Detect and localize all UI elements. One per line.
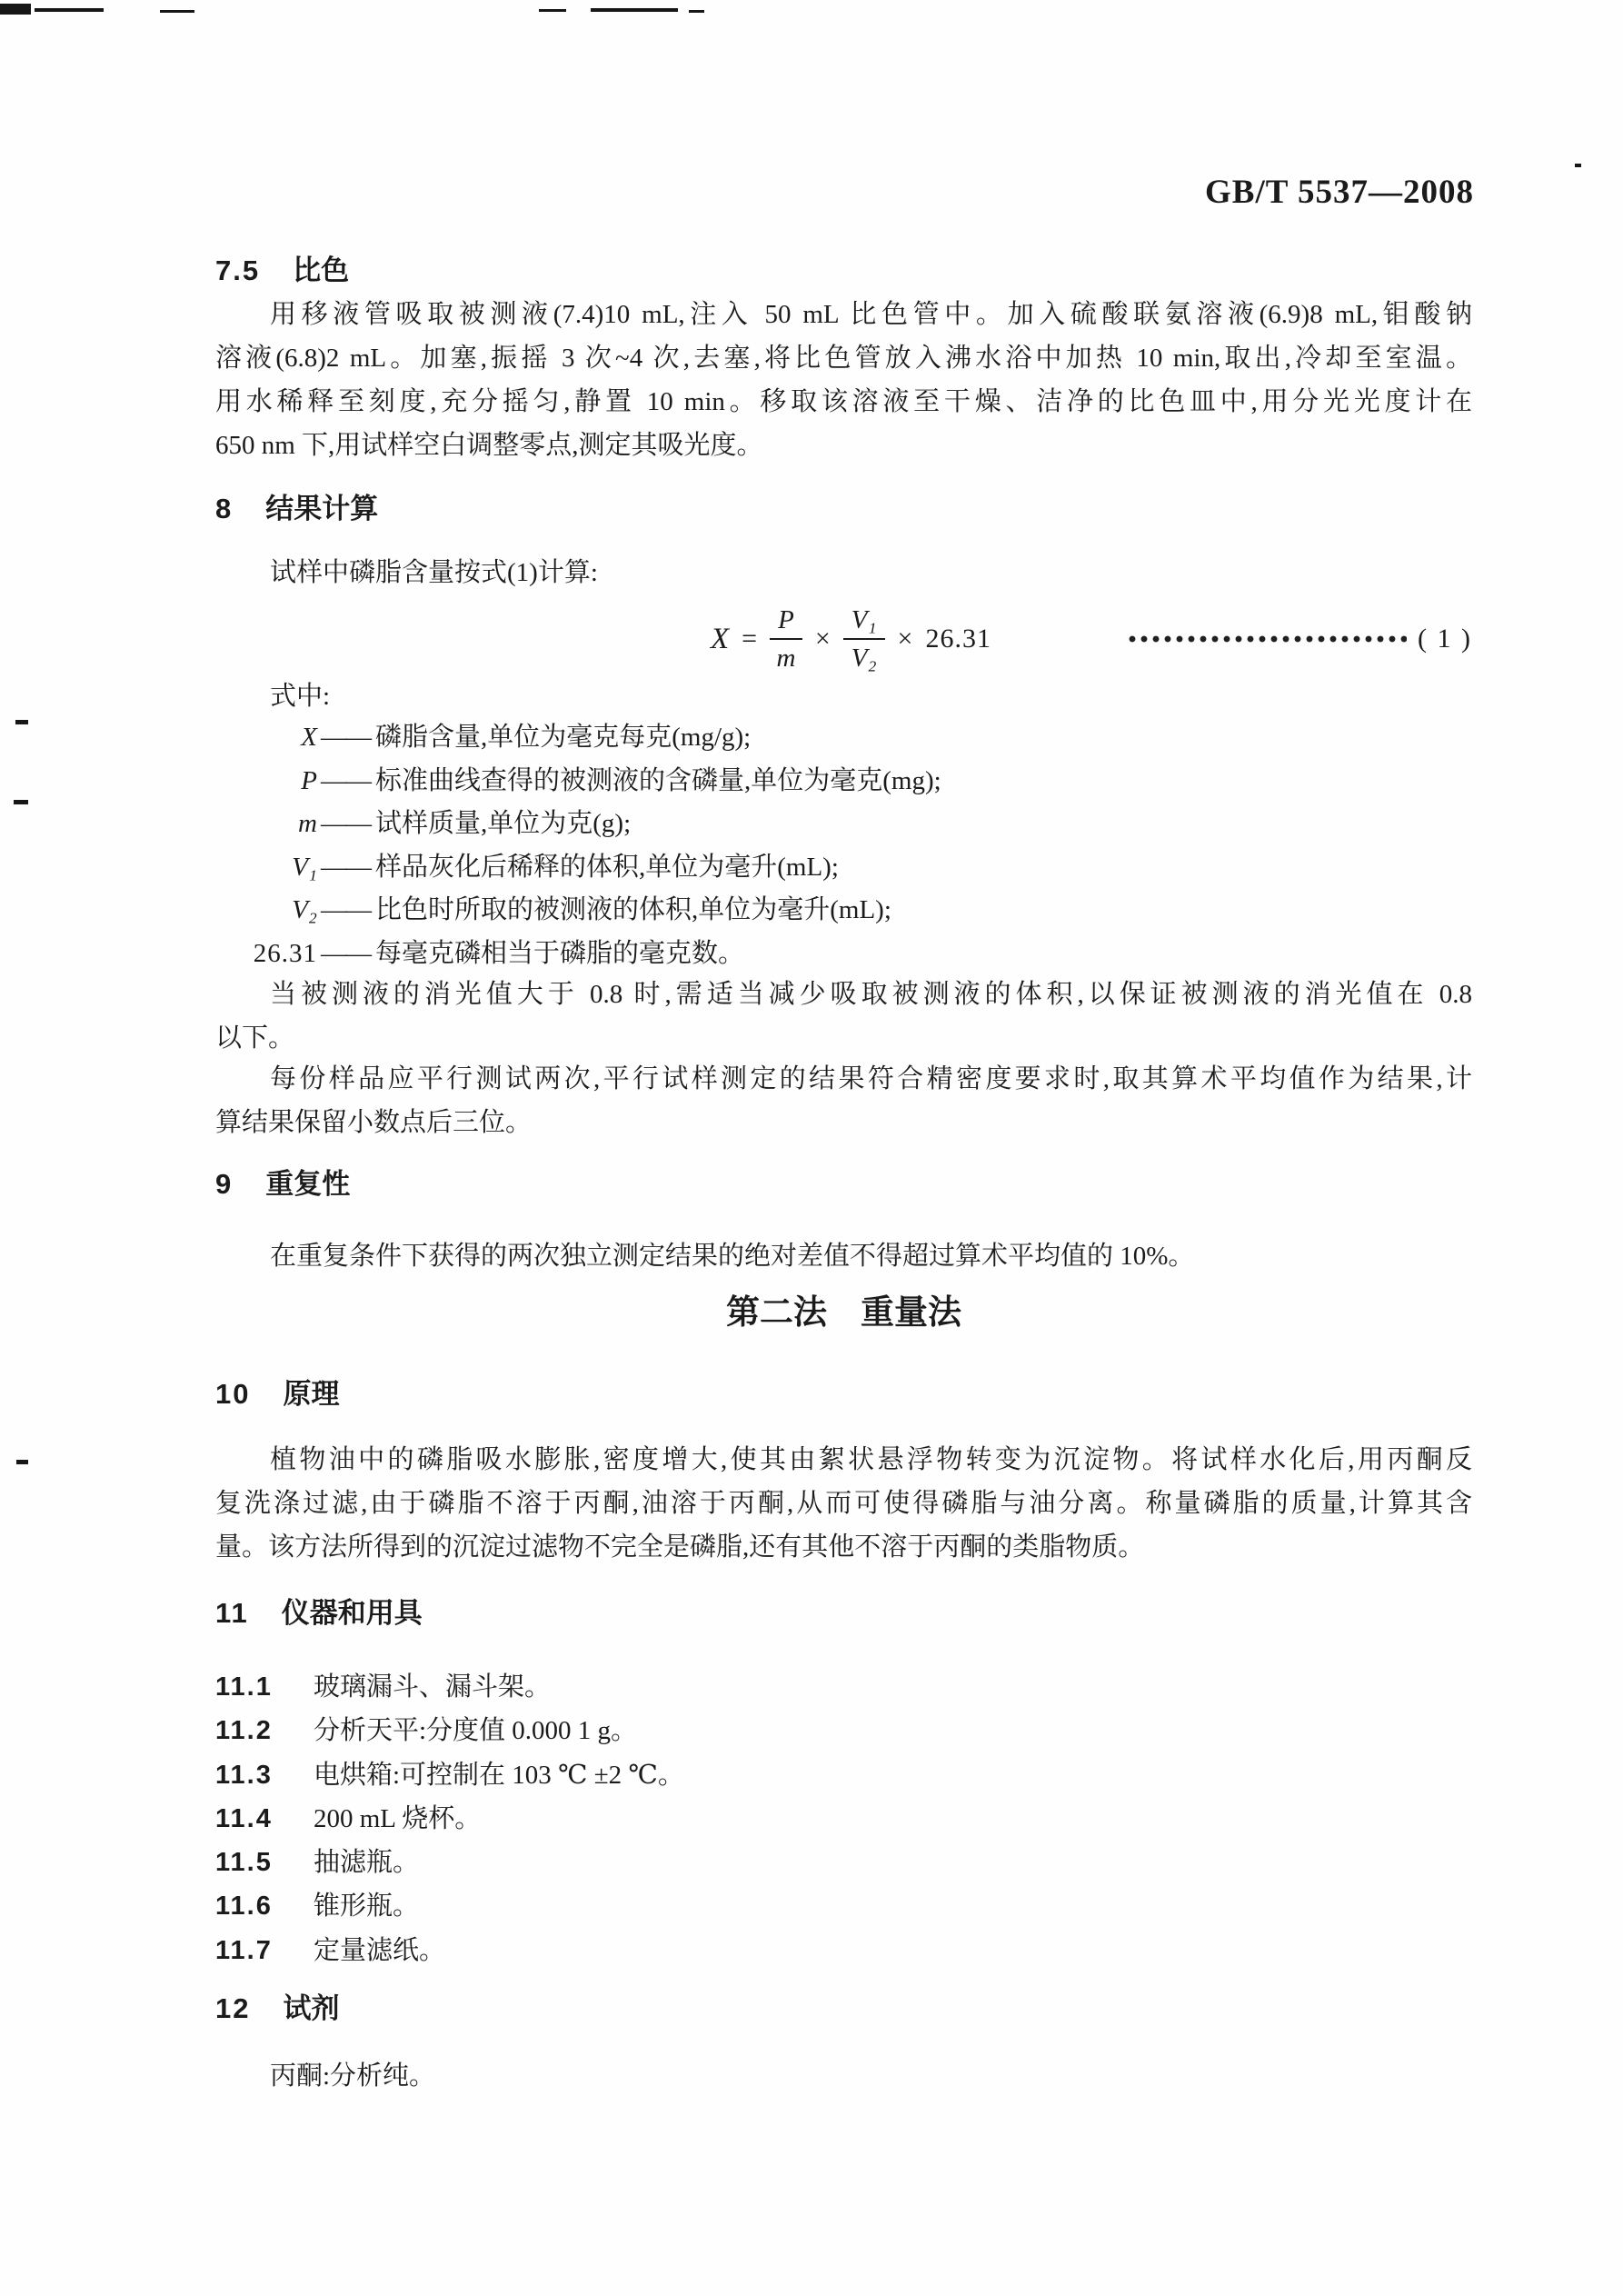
- scan-artifact: [35, 8, 104, 12]
- section-number: 10: [215, 1378, 251, 1410]
- paragraph-line: 每份样品应平行测试两次,平行试样测定的结果符合精密度要求时,取其算术平均值作为结果,计: [270, 1064, 1472, 1093]
- section-title: 重复性: [265, 1168, 351, 1200]
- paragraph-line: 复洗涤过滤,由于磷脂不溶于丙酮,油溶于丙酮,从而可使得磷脂与油分离。称量磷脂的质量,计算其含: [215, 1489, 1472, 1518]
- scan-artifact: [14, 800, 28, 804]
- definition-term: P: [301, 765, 317, 795]
- paragraph-line: 用水稀释至刻度,充分摇匀,静置 10 min。移取该溶液至干燥、洁净的比色皿中,用分光光度计在: [215, 387, 1472, 416]
- formula-intro: 试样中磷脂含量按式(1)计算:: [270, 558, 598, 587]
- item-number: 11.4: [215, 1803, 273, 1833]
- apparatus-item: [215, 1665, 1472, 1709]
- section-title: 原理: [283, 1378, 340, 1410]
- definition-row: [215, 889, 1472, 933]
- definition-row: [215, 846, 1472, 890]
- item-number: 11.7: [215, 1935, 273, 1965]
- section-heading-9: [215, 1169, 1472, 1200]
- paragraph-parallel-test: [215, 1057, 1472, 1144]
- definition-term: X: [301, 723, 317, 752]
- definition-term: V₁: [292, 852, 317, 882]
- definition-dash: ——: [321, 852, 370, 882]
- equals-sign: =: [742, 624, 758, 654]
- definition-term: 26.31: [253, 938, 317, 968]
- definition-text: 试样质量,单位为克(g);: [375, 809, 632, 838]
- apparatus-item: [215, 1797, 1472, 1841]
- section-heading-12: [215, 1993, 1472, 2024]
- item-number: 11.2: [215, 1716, 273, 1746]
- standard-code: GB/T 5537—2008: [1205, 174, 1474, 211]
- multiply-sign: ×: [897, 624, 913, 654]
- item-text: 定量滤纸。: [314, 1935, 446, 1965]
- definition-text: 比色时所取的被测液的体积,单位为毫升(mL);: [375, 895, 891, 924]
- section-heading-8: [215, 494, 1472, 524]
- definition-term: V₂: [292, 895, 317, 924]
- definition-text: 磷脂含量,单位为毫克每克(mg/g);: [375, 723, 752, 752]
- definition-text: 样品灰化后稀释的体积,单位为毫升(mL);: [375, 852, 839, 882]
- section-number: 8: [215, 493, 234, 524]
- section-number: 7.5: [215, 255, 261, 286]
- definition-text: 每毫克磷相当于磷脂的毫克数。: [375, 938, 745, 968]
- scan-artifact: [689, 10, 704, 13]
- section-heading-10: [215, 1379, 1472, 1410]
- definition-dash: ——: [321, 809, 370, 838]
- multiply-sign: ×: [814, 624, 831, 654]
- section-title: 试剂: [283, 1992, 340, 2024]
- fraction-p-over-m: [770, 604, 802, 674]
- scan-artifact: [15, 720, 28, 724]
- fraction-denominator: V₂: [851, 644, 877, 673]
- definition-row: [215, 803, 1472, 846]
- paragraph-line: 植物油中的磷脂吸水膨胀,密度增大,使其由絮状悬浮物转变为沉淀物。将试样水化后,用丙酮反: [270, 1445, 1472, 1474]
- scan-artifact: [160, 10, 194, 13]
- definition-text: 标准曲线查得的被测液的含磷量,单位为毫克(mg);: [375, 765, 941, 795]
- definition-term: m: [298, 809, 317, 838]
- where-label: 式中:: [270, 682, 331, 711]
- section-number: 12: [215, 1992, 251, 2024]
- item-text: 玻璃漏斗、漏斗架。: [314, 1672, 552, 1702]
- apparatus-item: [215, 1841, 1472, 1884]
- paragraph-line: 用移液管吸取被测液(7.4)10 mL,注入 50 mL 比色管中。加入硫酸联氨溶液(6.9)8 mL,钼酸钠: [270, 300, 1472, 329]
- definition-dash: ——: [321, 938, 370, 968]
- item-text: 电烘箱:可控制在 103 ℃ ±2 ℃。: [314, 1760, 684, 1790]
- paragraph-principle: [215, 1438, 1472, 1569]
- definition-row: [215, 933, 1472, 976]
- scan-artifact: [1575, 164, 1581, 167]
- apparatus-item: [215, 1929, 1472, 1972]
- section-title: 仪器和用具: [281, 1597, 423, 1629]
- paragraph-line: 量。该方法所得到的沉淀过滤物不完全是磷脂,还有其他不溶于丙酮的类脂物质。: [215, 1532, 1145, 1562]
- scan-artifact: [539, 9, 566, 12]
- definition-row: [215, 760, 1472, 804]
- item-number: 11.1: [215, 1672, 273, 1702]
- section-title: 结果计算: [265, 493, 379, 524]
- section-number: 11: [215, 1597, 249, 1629]
- section-heading-11: [215, 1598, 1472, 1629]
- paragraph-line: 算结果保留小数点后三位。: [215, 1108, 533, 1137]
- definition-dash: ——: [321, 765, 370, 795]
- paragraph-line: 当被测液的消光值大于 0.8 时,需适当减少吸取被测液的体积,以保证被测液的消光值在 0.8: [270, 980, 1472, 1009]
- symbol-definitions: [215, 716, 1472, 975]
- formula-constant: 26.31: [925, 624, 991, 654]
- fraction-numerator: P: [770, 604, 802, 640]
- item-number: 11.3: [215, 1760, 273, 1790]
- apparatus-item: [215, 1753, 1472, 1797]
- item-text: 锥形瓶。: [314, 1892, 420, 1922]
- paragraph-extinction: [215, 973, 1472, 1060]
- dotted-leader: [1128, 634, 1407, 644]
- fraction-numerator: V₁: [843, 604, 885, 640]
- definition-dash: ——: [321, 723, 370, 752]
- paragraph-line: 以下。: [215, 1023, 295, 1053]
- item-number: 11.5: [215, 1848, 273, 1878]
- item-text: 200 mL 烧杯。: [314, 1803, 482, 1833]
- paragraph-colorimetry: [215, 293, 1472, 467]
- definition-dash: ——: [321, 895, 370, 924]
- equation-number: ( 1 ): [1418, 624, 1472, 654]
- reagent-text: 丙酮:分析纯。: [270, 2061, 436, 2091]
- item-text: 分析天平:分度值 0.000 1 g。: [314, 1716, 638, 1746]
- scan-artifact: [591, 8, 678, 12]
- formula-lhs: X: [711, 622, 730, 655]
- section-title: 比色: [293, 255, 350, 286]
- paragraph-line: 650 nm 下,用试样空白调整零点,测定其吸光度。: [215, 431, 763, 460]
- scan-artifact: [0, 4, 31, 15]
- paragraph-line: 溶液(6.8)2 mL。加塞,振摇 3 次~4 次,去塞,将比色管放入沸水浴中加热 10 min,取出,冷却至室温。: [215, 344, 1472, 373]
- scan-artifact: [16, 1460, 28, 1464]
- apparatus-list: [215, 1665, 1472, 1972]
- apparatus-item: [215, 1884, 1472, 1928]
- item-text: 抽滤瓶。: [314, 1848, 420, 1878]
- section-number: 9: [215, 1168, 234, 1200]
- definition-row: [215, 716, 1472, 760]
- fraction-v1-over-v2: [843, 604, 885, 674]
- section-heading-7-5: [215, 255, 1472, 286]
- item-number: 11.6: [215, 1892, 273, 1922]
- apparatus-item: [215, 1709, 1472, 1752]
- repeatability-text: 在重复条件下获得的两次独立测定结果的绝对差值不得超过算术平均值的 10%。: [270, 1242, 1195, 1271]
- method-2-title: 第二法 重量法: [726, 1293, 961, 1331]
- fraction-denominator: m: [776, 644, 796, 673]
